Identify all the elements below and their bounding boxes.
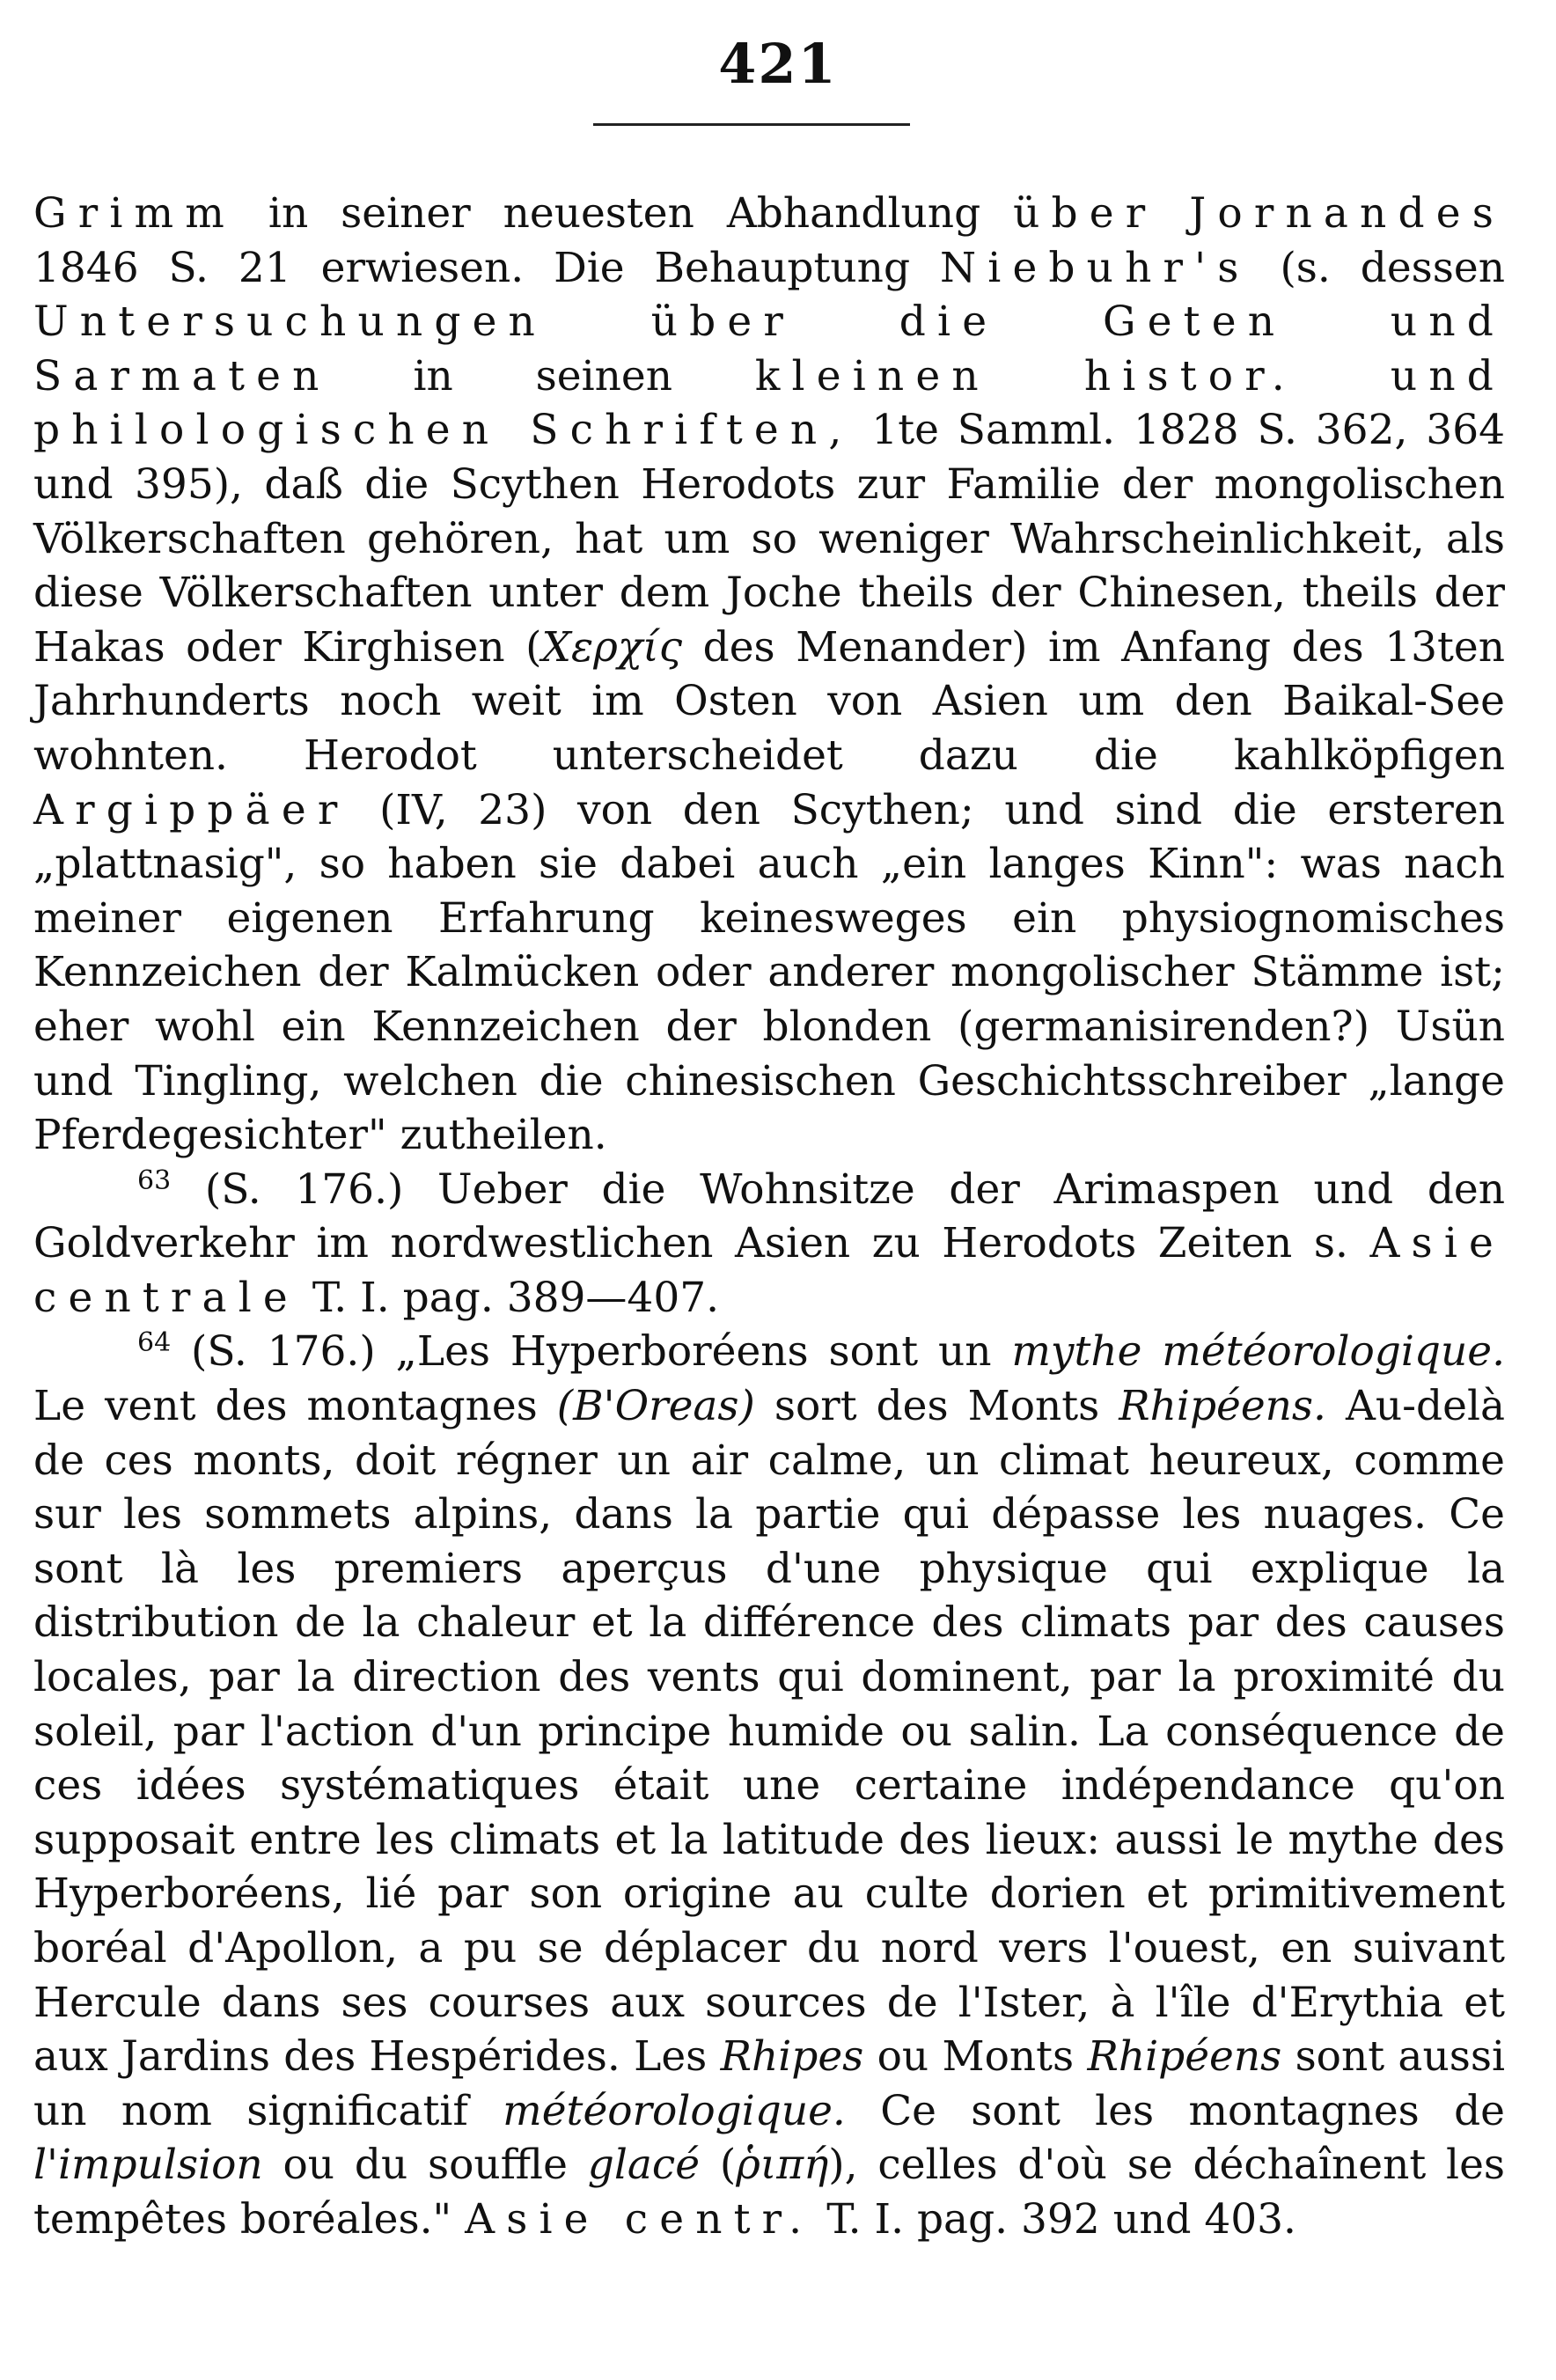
text-run: T. I. pag. 389—407. (298, 1273, 720, 1322)
text-run: T. I. pag. 392 (813, 2194, 1113, 2244)
text-run: kleinen histor. und philologischen Schriften, (33, 351, 1505, 455)
text-run: Grimm (33, 189, 236, 238)
text-run: Au-delà de ces monts, doit régner un air calme, un climat heureux, comme sur les sommets alpins, dans la partie qui dépasse les nuages. Ce sont là les premiers aperçus d'une physique qui explique la distribution de la chaleur et la différence des climats par des causes locales, par la direction des vents qui dominent, par la proximité du soleil, par l'action d'un principe humide ou salin. La conséquence de ces idées systématiques était une certaine indépendance qu'on supposait entre les climats et la latitude des lieux: aussi le mythe des Hyperboréens, lié par son origine au culte dorien et primitivement boréal d'Apollon, a pu se déplacer du nord vers l'ouest, en suivant Hercule dans ses courses aux sources de l'Ister, à l'île d'Erythia et aux Jardins des Hespérides. Les (33, 1382, 1505, 2082)
text-run: l'impulsion (33, 2141, 263, 2190)
text-run: des Menander) im Anfang des 13ten Jahrhunderts noch weit im Osten von Asien um den Baikal-See wohnten. Herodot unterscheidet dazu die kahlköpfigen (33, 622, 1506, 780)
text-run: Asie centrale (33, 1219, 1505, 1322)
text-run: Niebuhr's (939, 243, 1251, 292)
text-run: ῥιπή (736, 2141, 829, 2190)
text-run: Ce sont les montagnes de (845, 2086, 1505, 2135)
text-run: Jornandes (1189, 189, 1505, 238)
text-run: 1te Samml. 1828 S. 362, 364 und 395), daß die Scythen Herodots zur Familie der mongolischen Völkerschaften gehören, hat um so weniger Wahrscheinlichkeit, als diese Völkerschaften unter dem Joche theils der Chinesen, theils der Hakas oder Kirghisen ( (33, 406, 1506, 672)
text-run: Le vent des montagnes (33, 1382, 557, 1431)
text-run: (S. 176.) Ueber die Wohnsitze der Arimaspen und den Goldverkehr im nordwestlichen Asien zu Herodots Zeiten s. (33, 1164, 1505, 1268)
text-run: sont aussi un nom significatif (33, 2032, 1505, 2135)
text-run: über (1013, 189, 1157, 238)
text-run: mythe météorologique. (1011, 1327, 1506, 1377)
text-run: météorologique. (503, 2086, 846, 2135)
text-run: (S. 176.) „Les Hyperboréens sont un (171, 1327, 1012, 1377)
footnote-number: 63 (137, 1164, 172, 1196)
page-number: 421 (718, 32, 838, 96)
paragraph-continuation (33, 187, 1505, 1163)
header-rule (593, 123, 910, 126)
text-run: Χερχίς (541, 622, 683, 672)
text-run: Rhipes (720, 2032, 864, 2082)
text-run: und (1112, 2194, 1192, 2243)
text-run: ou Monts (863, 2032, 1088, 2082)
text-run (1156, 189, 1189, 238)
text-run: in seinen (330, 351, 755, 400)
text-run: (IV, 23) von den Scythen; und sind die ersteren „plattnasig", so haben sie dabei auch „ein langes Kinn": was nach meiner eigenen Erfahrung keinesweges ein physiognomisches Kennzeichen der Kalmücken oder anderer mongolischer Stämme ist; eher wohl ein Kennzeichen der blonden (germanisirenden?) Usün und Tingling, welchen die chinesischen Geschichtsschreiber „lange Pferdegesichter" zutheilen. (33, 785, 1505, 1160)
text-run: Argippäer (33, 785, 349, 834)
text-run: in seiner neuesten Abhandlung (235, 189, 1014, 238)
text-run: ), celles d'où se déchaînent les tempêtes boréales." (33, 2141, 1506, 2244)
text-run: (s. dessen (1250, 243, 1505, 292)
footnote-number: 64 (137, 1327, 172, 1359)
page-body (33, 187, 1505, 2247)
text-run: Rhipéens. (1119, 1382, 1326, 1431)
text-run: glacé (587, 2141, 701, 2190)
text-run: 1846 S. 21 erwiesen. Die Behauptung (33, 243, 940, 292)
text-run: Untersuchungen über die Geten und Sarmaten (33, 298, 1505, 400)
text-run: ( (700, 2141, 737, 2190)
text-run: Rhipéens (1087, 2032, 1282, 2082)
text-run: sort des Monts (754, 1382, 1119, 1431)
text-run: ou du souffle (262, 2141, 588, 2190)
footnote-64 (33, 1325, 1505, 2246)
text-run: (B'Oreas) (556, 1382, 755, 1431)
text-run: 403. (1191, 2194, 1296, 2244)
footnote-63 (33, 1163, 1505, 1326)
text-run: Asie centr. (465, 2194, 814, 2244)
